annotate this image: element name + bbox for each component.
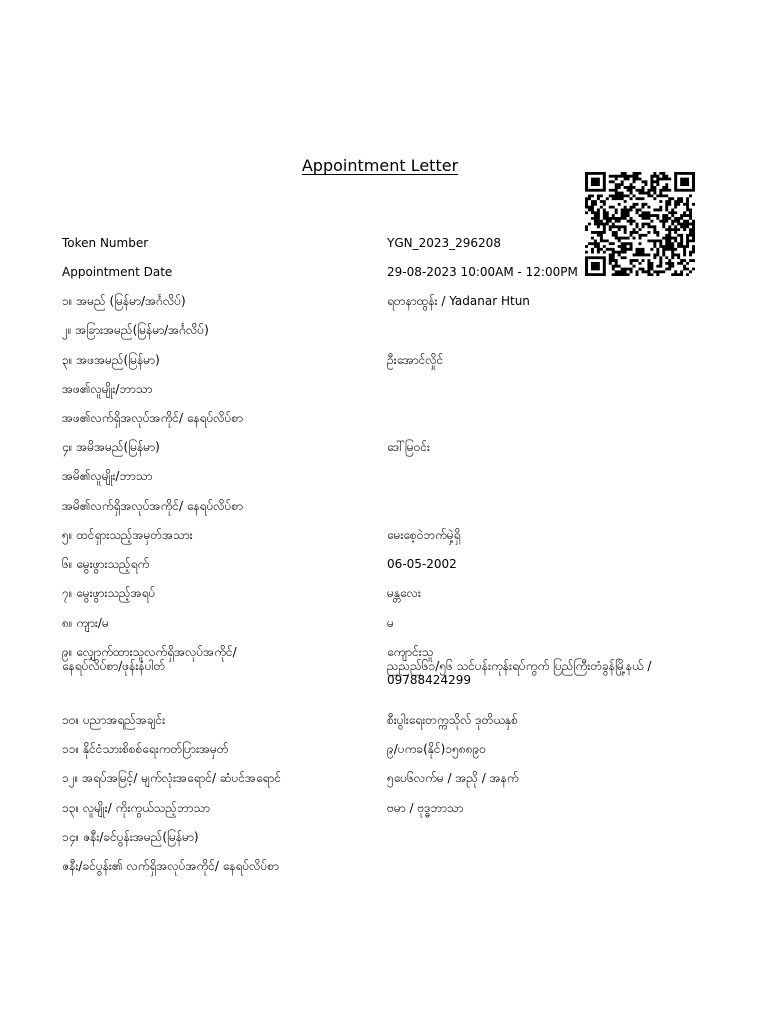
row-value: မ xyxy=(387,616,394,630)
row-value: ရတနာထွန်း / Yadanar Htun xyxy=(387,294,530,308)
row-label: Token Number xyxy=(62,236,149,250)
row-value: ၅ပေ၆လက်မ / အညို / အနက် xyxy=(387,771,519,785)
row-label: ၁၂။ အရပ်အမြင့်/ မျက်လုံးအရောင်/ ဆံပင်အရောင် xyxy=(62,771,282,785)
row-label: ၇။ မွေးဖွားသည့်အရပ် xyxy=(62,586,156,600)
row-value: စီးပွါးရေးတက္ကသိုလ် ဒုတိယနှစ် xyxy=(387,713,518,727)
row-label: ၁၁။ နိုင်ငံသားစိစစ်ရေးကတ်ပြားအမှတ် xyxy=(62,742,229,756)
row-label: ဇနီး/ခင်ပွန်း၏ လက်ရှိအလုပ်အကိုင်/ နေရပ်လိပ်စာ xyxy=(62,859,279,873)
page-title: Appointment Letter xyxy=(301,156,459,175)
row-value: မေးစေ့ဝဲဘက်မှဲ့ရှိ xyxy=(387,528,461,542)
row-value: YGN_2023_296208 xyxy=(387,236,501,250)
row-label: အမိ၏လက်ရှိအလုပ်အကိုင်/ နေရပ်လိပ်စာ xyxy=(62,499,244,513)
row-label: Appointment Date xyxy=(62,265,173,279)
row-value: မန္တလေး xyxy=(387,586,421,600)
row-label: ၂။ အခြားအမည်(မြန်မာ/အင်္ဂလိပ်) xyxy=(62,323,209,337)
row-label: ၅။ ထင်ရှားသည့်အမှတ်အသား xyxy=(62,528,193,542)
row-value: ၉/ပကခ(နိုင်)၁၅၈၈၉၀ xyxy=(387,742,487,756)
row-label: ၁၄။ ဇနီး/ခင်ပွန်းအမည်(မြန်မာ) xyxy=(62,830,199,844)
qr-code-icon xyxy=(585,172,695,276)
row-label: ၈။ ကျား/မ xyxy=(62,616,109,630)
row-value: ဒေါ်မြဝင်း xyxy=(387,440,431,454)
row-label: ၁၀။ ပညာအရည်အချင်း xyxy=(62,713,166,727)
row-value: ကျောင်းသူ ညညည်၆၁/၅၆ သင်ပန်းကုန်းရပ်ကွက် ပြည်ကြီးတံခွန်မြို့နယ် / 09788424299 xyxy=(387,645,652,687)
row-label: အဖ၏လူမျိုး/ဘာသာ xyxy=(62,382,153,396)
row-label: ၆။ မွေးဖွားသည့်ရက် xyxy=(62,557,150,571)
row-value: 29-08-2023 10:00AM - 12:00PM xyxy=(387,265,578,279)
row-label: အဖ၏လက်ရှိအလုပ်အကိုင်/ နေရပ်လိပ်စာ xyxy=(62,411,244,425)
row-value: 06-05-2002 xyxy=(387,557,457,571)
row-value: ဦးအောင်လှိုင် xyxy=(387,353,444,367)
row-label: ၁။ အမည် (မြန်မာ/အင်္ဂလိပ်) xyxy=(62,294,186,308)
row-label: ၃။ အဖအမည်(မြန်မာ) xyxy=(62,353,160,367)
row-label: ၉။ လျှောက်ထားသူလက်ရှိအလုပ်အကိုင်/ နေရပ်လိပ်စာ/ဖုန်းနံပါတ် xyxy=(62,645,237,673)
row-label: အမိ၏လူမျိုး/ဘာသာ xyxy=(62,469,153,483)
row-value: ဗမာ / ဗုဒ္ဓဘာသာ xyxy=(387,801,464,815)
row-label: ၄။ အမိအမည်(မြန်မာ) xyxy=(62,440,160,454)
row-label: ၁၃။ လူမျိုး/ ကိုးကွယ်သည့်ဘာသာ xyxy=(62,801,210,815)
